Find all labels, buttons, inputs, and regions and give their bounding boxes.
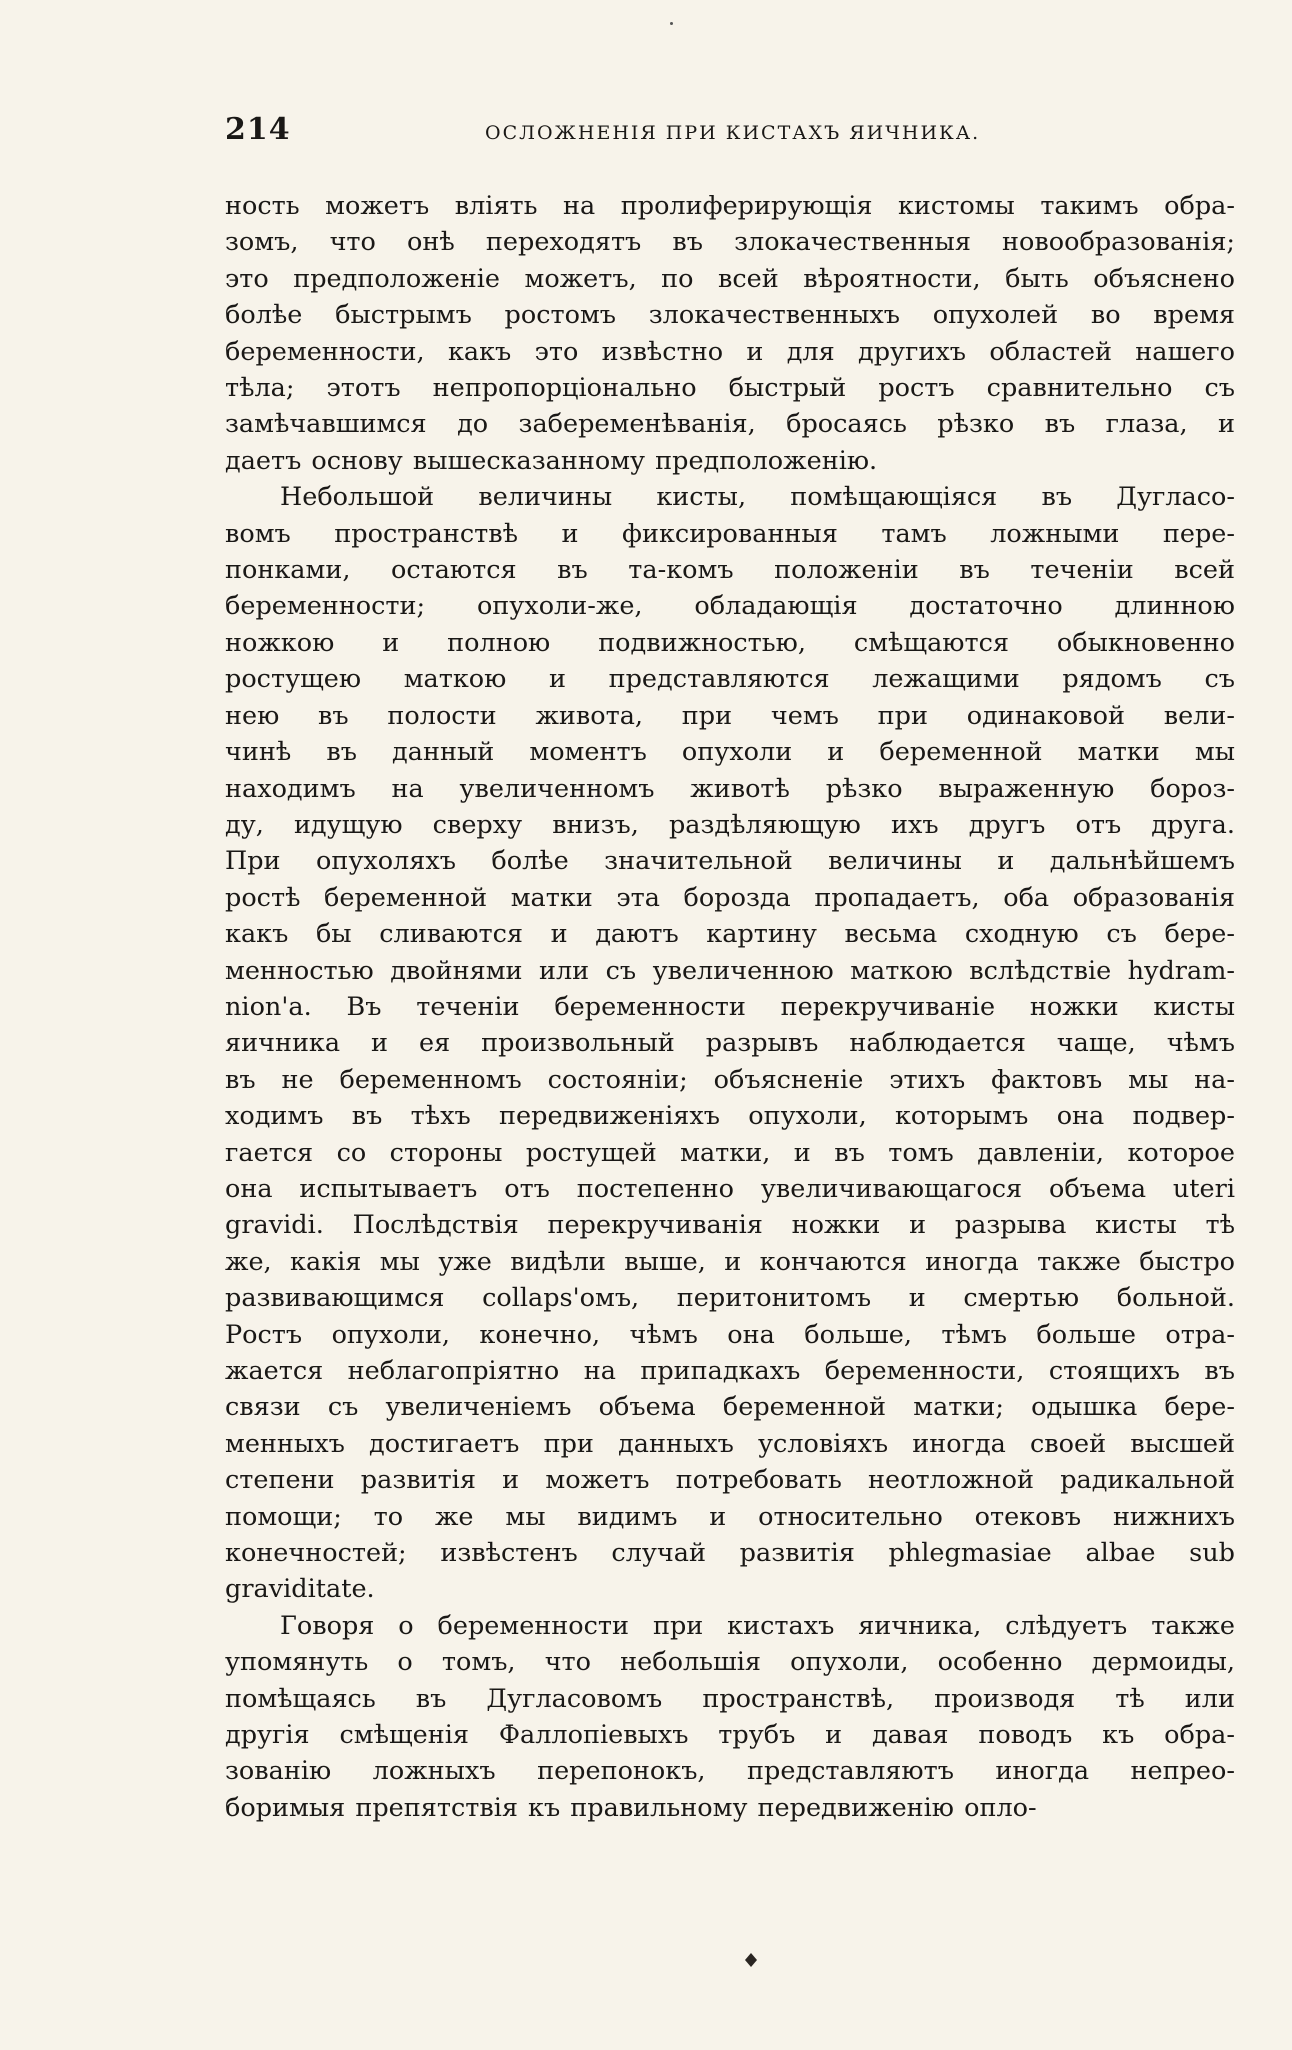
body-text (225, 188, 1235, 1826)
text-line: она испытываетъ отъ постепенно увеличивающагося объема uteri (225, 1173, 1235, 1204)
text-line: ду, идущую сверху внизъ, раздѣляющую ихъ другъ отъ друга. (225, 809, 1235, 840)
ink-speck (670, 22, 673, 25)
paragraph (225, 479, 1235, 1608)
text-line: въ не беременномъ состояніи; объясненіе этихъ фактовъ мы на- (225, 1064, 1235, 1095)
text-line: Ростъ опухоли, конечно, чѣмъ она больше, тѣмъ больше отра- (225, 1319, 1235, 1350)
text-line: зованію ложныхъ перепонокъ, представляютъ иногда непрео- (225, 1756, 1235, 1787)
page-header (225, 112, 1235, 156)
text-line: связи съ увеличеніемъ объема беременной матки; одышка бере- (225, 1392, 1235, 1423)
text-line: зомъ, что онѣ переходятъ въ злокачественныя новообразованія; (225, 227, 1235, 258)
text-line: замѣчавшимся до забеременѣванія, бросаясь рѣзко въ глаза, и (225, 409, 1235, 440)
text-line: тѣла; этотъ непропорціонально быстрый ростъ сравнительно съ (225, 373, 1235, 404)
text-line: какъ бы сливаются и даютъ картину весьма сходную съ бере- (225, 919, 1235, 950)
printer-ornament-icon (743, 1952, 759, 1968)
text-line: даетъ основу вышесказанному предположенію. (225, 445, 878, 476)
text-line: менностью двойнями или съ увеличенною маткою вслѣдствіе hydram- (225, 955, 1235, 986)
text-line: Говоря о беременности при кистахъ яичника, слѣдуетъ также (280, 1610, 1235, 1641)
text-line: nion'a. Въ теченіи беременности перекручиваніе ножки кисты (225, 991, 1235, 1022)
text-line: gravidi. Послѣдствія перекручиванія ножки и разрыва кисты тѣ (225, 1210, 1235, 1241)
text-line: graviditate. (225, 1574, 375, 1605)
text-line: ростущею маткою и представляются лежащими рядомъ съ (225, 664, 1235, 695)
text-line: ростѣ беременной матки эта борозда пропадаетъ, оба образованія (225, 882, 1235, 913)
text-line: понками, остаются въ та-комъ положеніи въ теченіи всей (225, 555, 1235, 586)
text-line: же, какія мы уже видѣли выше, и кончаются иногда также быстро (225, 1246, 1235, 1277)
text-line: помѣщаясь въ Дугласовомъ пространствѣ, производя тѣ или (225, 1683, 1235, 1714)
running-head: ОСЛОЖНЕНІЯ ПРИ КИСТАХЪ ЯИЧНИКА. (485, 122, 981, 144)
text-line: степени развитія и можетъ потребовать неотложной радикальной (225, 1465, 1235, 1496)
text-line: беременности; опухоли-же, обладающія достаточно длинною (225, 591, 1235, 622)
paragraph (225, 1608, 1235, 1826)
text-line: другія смѣщенія Фаллопіевыхъ трубъ и давая поводъ къ обра- (225, 1720, 1235, 1751)
text-line: беременности, какъ это извѣстно и для другихъ областей нашего (225, 336, 1235, 367)
text-line: яичника и ея произвольный разрывъ наблюдается чаще, чѣмъ (225, 1028, 1235, 1059)
text-line: При опухоляхъ болѣе значительной величины и дальнѣйшемъ (225, 846, 1235, 877)
text-line: находимъ на увеличенномъ животѣ рѣзко выраженную бороз- (225, 773, 1235, 804)
text-line: это предположеніе можетъ, по всей вѣроятности, быть объяснено (225, 263, 1235, 294)
paragraph (225, 188, 1235, 479)
text-line: Небольшой величины кисты, помѣщающіяся въ Дугласо- (280, 482, 1235, 513)
text-line: ножкою и полною подвижностью, смѣщаются обыкновенно (225, 627, 1235, 658)
page-number: 214 (225, 112, 291, 147)
text-line: помощи; то же мы видимъ и относительно отековъ нижнихъ (225, 1501, 1235, 1532)
text-line: нею въ полости живота, при чемъ при одинаковой вели- (225, 700, 1235, 731)
text-line: упомянуть о томъ, что небольшія опухоли, особенно дермоиды, (225, 1647, 1235, 1678)
text-line: боримыя препятствія къ правильному передвиженію опло- (225, 1792, 1037, 1823)
text-line: конечностей; извѣстенъ случай развитія phlegmasiae albae sub (225, 1538, 1235, 1569)
text-line: жается неблагопріятно на припадкахъ беременности, стоящихъ въ (225, 1356, 1235, 1386)
text-line: ходимъ въ тѣхъ передвиженіяхъ опухоли, которымъ она подвер- (225, 1101, 1235, 1132)
text-line: вомъ пространствѣ и фиксированныя тамъ ложными пере- (225, 518, 1235, 549)
text-line: менныхъ достигаетъ при данныхъ условіяхъ иногда своей высшей (225, 1428, 1235, 1459)
text-line: ность можетъ вліять на пролиферирующія кистомы такимъ обра- (225, 191, 1235, 221)
text-line: болѣе быстрымъ ростомъ злокачественныхъ опухолей во время (225, 300, 1235, 331)
text-line: чинѣ въ данный моментъ опухоли и беременной матки мы (225, 737, 1235, 768)
text-line: развивающимся collaps'омъ, перитонитомъ и смертью больной. (225, 1283, 1235, 1314)
text-line: гается со стороны ростущей матки, и въ томъ давленіи, которое (225, 1137, 1235, 1168)
